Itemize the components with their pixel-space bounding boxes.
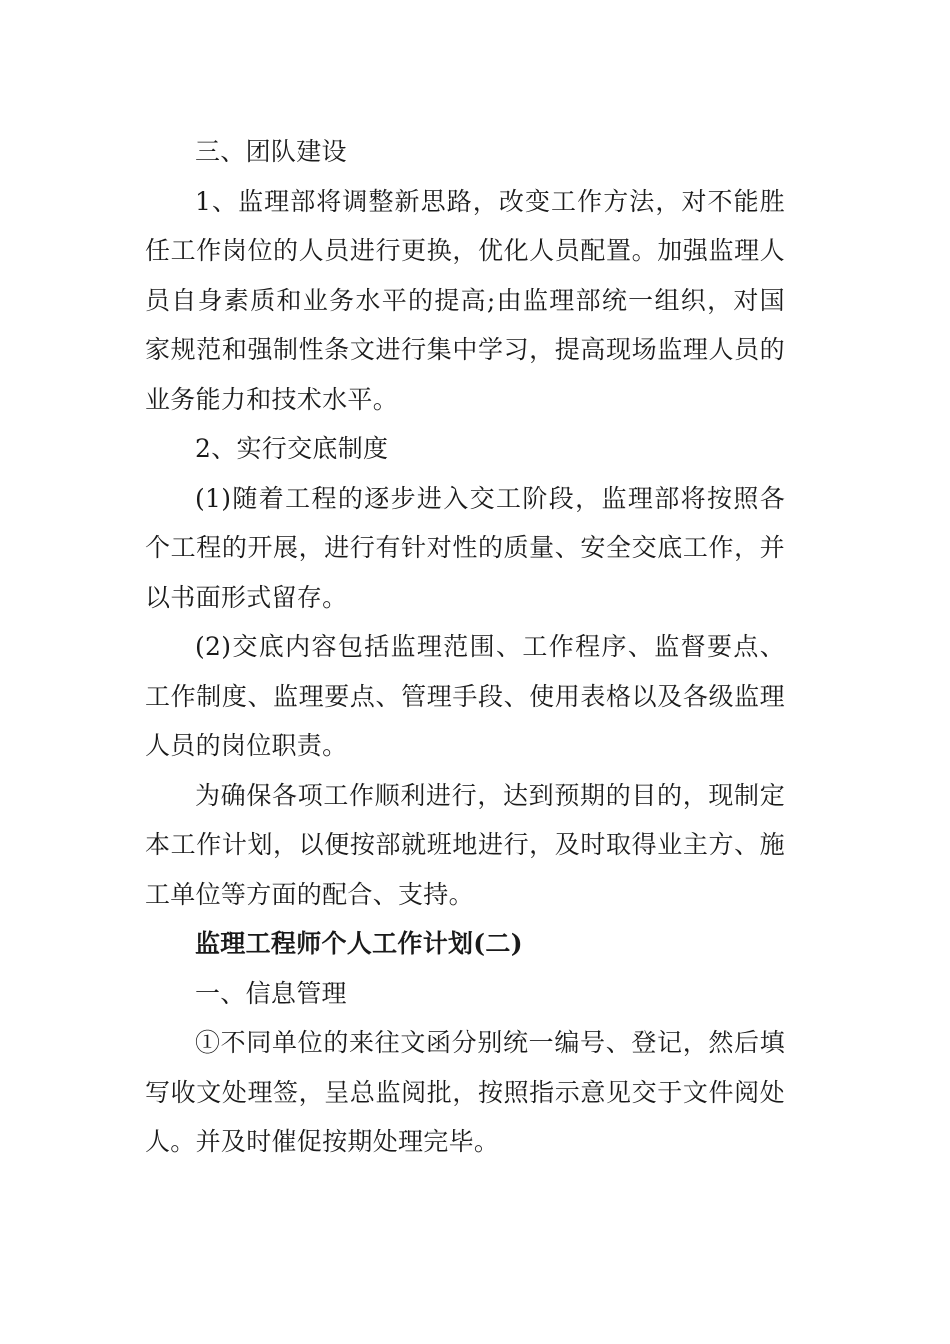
section-heading-team-building: 三、团队建设 bbox=[195, 137, 347, 166]
document-body bbox=[145, 127, 785, 1167]
paragraph-subitem-1: (1)随着工程的逐步进入交工阶段，监理部将按照各个工程的开展，进行有针对性的质量、安全交底工作，并以书面形式留存。 bbox=[145, 483, 785, 612]
paragraph-subitem-2: (2)交底内容包括监理范围、工作程序、监督要点、工作制度、监理要点、管理手段、使用表格以及各级监理人员的岗位职责。 bbox=[145, 632, 785, 760]
section-heading-info-management: 一、信息管理 bbox=[195, 978, 347, 1008]
document-title-plan-two: 监理工程师个人工作计划(二) bbox=[195, 929, 523, 958]
paragraph-info-item-1: ①不同单位的来往文函分别统一编号、登记，然后填写收文处理签，呈总监阅批，按照指示意见交于文件阅处人。并及时催促按期处理完毕。 bbox=[145, 1028, 785, 1156]
paragraph-item-1: 1、监理部将调整新思路，改变工作方法，对不能胜任工作岗位的人员进行更换，优化人员配置。加强监理人员自身素质和业务水平的提高;由监理部统一组织，对国家规范和强制性条文进行集中学习，提高现场监理人员的业务能力和技术水平。 bbox=[145, 186, 785, 414]
paragraph-item-2-heading: 2、实行交底制度 bbox=[195, 434, 389, 463]
paragraph-summary: 为确保各项工作顺利进行，达到预期的目的，现制定本工作计划，以便按部就班地进行，及时取得业主方、施工单位等方面的配合、支持。 bbox=[145, 780, 785, 909]
